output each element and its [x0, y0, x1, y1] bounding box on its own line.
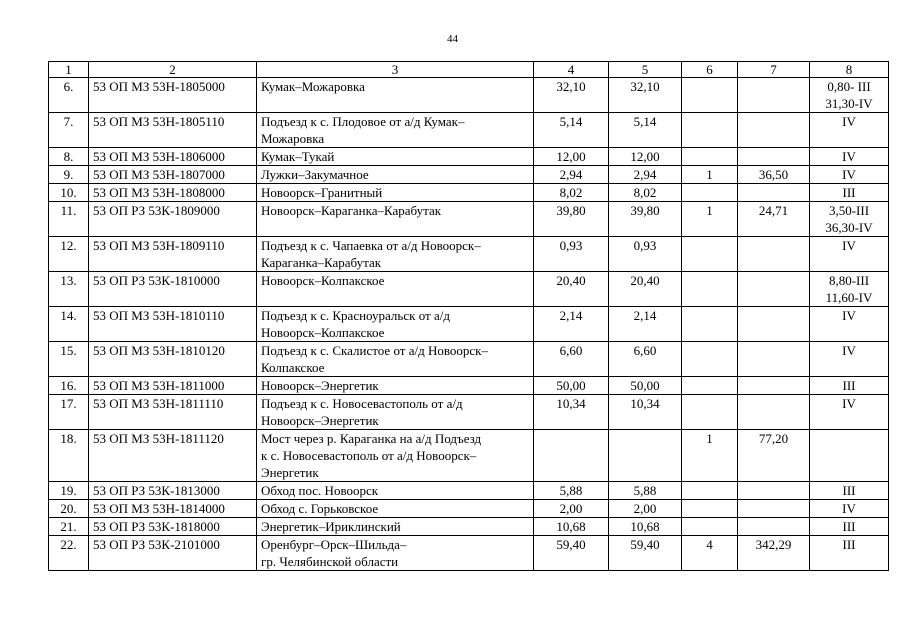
regional-length: 2,00 [609, 500, 682, 518]
bridge-length: 77,20 [738, 430, 810, 482]
bridge-count [682, 342, 738, 377]
header-cell: 1 [49, 62, 89, 78]
bridge-length: 36,50 [738, 166, 810, 184]
road-code: 53 ОП МЗ 53Н-1808000 [89, 184, 257, 202]
road-category: 3,50-III 36,30-IV [810, 202, 889, 237]
bridge-count [682, 272, 738, 307]
roads-table [48, 61, 889, 571]
row-number: 14. [49, 307, 89, 342]
road-name: Подъезд к с. Чапаевка от а/д Новоорск– Караганка–Карабутак [257, 237, 534, 272]
row-number: 7. [49, 113, 89, 148]
table-row [49, 395, 889, 430]
road-length: 20,40 [534, 272, 609, 307]
road-name: Новоорск–Караганка–Карабутак [257, 202, 534, 237]
road-name: Оренбург–Орск–Шильда– гр. Челябинской области [257, 536, 534, 571]
row-number: 15. [49, 342, 89, 377]
road-category: III [810, 482, 889, 500]
road-name: Мост через р. Караганка на а/д Подъезд к с. Новосевастополь от а/д Новоорск– Энергетик [257, 430, 534, 482]
row-number: 16. [49, 377, 89, 395]
road-code: 53 ОП МЗ 53Н-1805000 [89, 78, 257, 113]
bridge-count [682, 113, 738, 148]
road-category: IV [810, 148, 889, 166]
road-name: Обход с. Горьковское [257, 500, 534, 518]
bridge-count [682, 377, 738, 395]
row-number: 18. [49, 430, 89, 482]
regional-length: 2,94 [609, 166, 682, 184]
road-code: 53 ОП МЗ 53Н-1811000 [89, 377, 257, 395]
road-category: IV [810, 500, 889, 518]
road-length: 32,10 [534, 78, 609, 113]
table-row [49, 184, 889, 202]
header-cell: 7 [738, 62, 810, 78]
road-code: 53 ОП МЗ 53Н-1814000 [89, 500, 257, 518]
table-row [49, 78, 889, 113]
road-code: 53 ОП МЗ 53Н-1809110 [89, 237, 257, 272]
table-row [49, 272, 889, 307]
road-category: 0,80- III 31,30-IV [810, 78, 889, 113]
road-category: IV [810, 166, 889, 184]
header-cell: 2 [89, 62, 257, 78]
bridge-count [682, 518, 738, 536]
table-row [49, 518, 889, 536]
table-row [49, 430, 889, 482]
header-cell: 8 [810, 62, 889, 78]
regional-length: 10,68 [609, 518, 682, 536]
road-length: 8,02 [534, 184, 609, 202]
bridge-count [682, 148, 738, 166]
bridge-length [738, 342, 810, 377]
row-number: 20. [49, 500, 89, 518]
road-name: Подъезд к с. Плодовое от а/д Кумак– Можаровка [257, 113, 534, 148]
road-category [810, 430, 889, 482]
bridge-count: 1 [682, 202, 738, 237]
table-row [49, 148, 889, 166]
bridge-length: 342,29 [738, 536, 810, 571]
road-category: IV [810, 342, 889, 377]
bridge-length [738, 148, 810, 166]
row-number: 22. [49, 536, 89, 571]
road-length: 2,14 [534, 307, 609, 342]
page-number: 44 [447, 33, 458, 45]
road-length: 39,80 [534, 202, 609, 237]
row-number: 19. [49, 482, 89, 500]
table-row [49, 482, 889, 500]
row-number: 17. [49, 395, 89, 430]
row-number: 8. [49, 148, 89, 166]
table-row [49, 377, 889, 395]
road-length: 0,93 [534, 237, 609, 272]
regional-length: 39,80 [609, 202, 682, 237]
road-name: Новоорск–Гранитный [257, 184, 534, 202]
road-code: 53 ОП МЗ 53Н-1810120 [89, 342, 257, 377]
road-code: 53 ОП РЗ 53К-1813000 [89, 482, 257, 500]
bridge-count: 1 [682, 166, 738, 184]
bridge-count: 1 [682, 430, 738, 482]
regional-length: 5,88 [609, 482, 682, 500]
regional-length: 59,40 [609, 536, 682, 571]
regional-length: 10,34 [609, 395, 682, 430]
road-code: 53 ОП МЗ 53Н-1805110 [89, 113, 257, 148]
road-code: 53 ОП МЗ 53Н-1811110 [89, 395, 257, 430]
road-code: 53 ОП РЗ 53К-1809000 [89, 202, 257, 237]
header-cell: 6 [682, 62, 738, 78]
road-name: Лужки–Закумачное [257, 166, 534, 184]
bridge-length [738, 113, 810, 148]
road-category: 8,80-III 11,60-IV [810, 272, 889, 307]
table-row [49, 113, 889, 148]
road-name: Обход пос. Новоорск [257, 482, 534, 500]
regional-length: 32,10 [609, 78, 682, 113]
bridge-count: 4 [682, 536, 738, 571]
bridge-length: 24,71 [738, 202, 810, 237]
bridge-count [682, 500, 738, 518]
row-number: 6. [49, 78, 89, 113]
regional-length: 20,40 [609, 272, 682, 307]
row-number: 10. [49, 184, 89, 202]
bridge-length [738, 500, 810, 518]
road-name: Подъезд к с. Красноуральск от а/д Новоорск–Колпакское [257, 307, 534, 342]
road-code: 53 ОП МЗ 53Н-1806000 [89, 148, 257, 166]
road-length: 10,34 [534, 395, 609, 430]
road-length: 5,14 [534, 113, 609, 148]
row-number: 21. [49, 518, 89, 536]
road-length: 6,60 [534, 342, 609, 377]
regional-length: 0,93 [609, 237, 682, 272]
road-category: III [810, 377, 889, 395]
bridge-count [682, 395, 738, 430]
row-number: 11. [49, 202, 89, 237]
regional-length [609, 430, 682, 482]
road-category: IV [810, 395, 889, 430]
row-number: 12. [49, 237, 89, 272]
regional-length: 8,02 [609, 184, 682, 202]
road-length: 50,00 [534, 377, 609, 395]
row-number: 9. [49, 166, 89, 184]
header-cell: 5 [609, 62, 682, 78]
road-name: Подъезд к с. Скалистое от а/д Новоорск– Колпакское [257, 342, 534, 377]
bridge-count [682, 78, 738, 113]
table-row [49, 307, 889, 342]
table-row [49, 500, 889, 518]
road-name: Новоорск–Колпакское [257, 272, 534, 307]
road-length: 2,00 [534, 500, 609, 518]
road-name: Энергетик–Ириклинский [257, 518, 534, 536]
bridge-count [682, 184, 738, 202]
row-number: 13. [49, 272, 89, 307]
regional-length: 12,00 [609, 148, 682, 166]
bridge-length [738, 395, 810, 430]
header-cell: 4 [534, 62, 609, 78]
road-name: Кумак–Тукай [257, 148, 534, 166]
regional-length: 2,14 [609, 307, 682, 342]
bridge-count [682, 237, 738, 272]
header-cell: 3 [257, 62, 534, 78]
road-category: III [810, 536, 889, 571]
road-name: Новоорск–Энергетик [257, 377, 534, 395]
road-code: 53 ОП МЗ 53Н-1811120 [89, 430, 257, 482]
road-category: III [810, 518, 889, 536]
road-code: 53 ОП РЗ 53К-1818000 [89, 518, 257, 536]
road-code: 53 ОП МЗ 53Н-1810110 [89, 307, 257, 342]
road-code: 53 ОП МЗ 53Н-1807000 [89, 166, 257, 184]
regional-length: 6,60 [609, 342, 682, 377]
header-row [49, 62, 889, 78]
bridge-length [738, 307, 810, 342]
road-length: 10,68 [534, 518, 609, 536]
regional-length: 50,00 [609, 377, 682, 395]
road-length [534, 430, 609, 482]
table-row [49, 237, 889, 272]
road-name: Подъезд к с. Новосевастополь от а/д Новоорск–Энергетик [257, 395, 534, 430]
road-code: 53 ОП РЗ 53К-2101000 [89, 536, 257, 571]
table-row [49, 166, 889, 184]
road-category: IV [810, 307, 889, 342]
bridge-length [738, 272, 810, 307]
road-length: 5,88 [534, 482, 609, 500]
road-code: 53 ОП РЗ 53К-1810000 [89, 272, 257, 307]
road-name: Кумак–Можаровка [257, 78, 534, 113]
table-row [49, 342, 889, 377]
road-length: 2,94 [534, 166, 609, 184]
bridge-length [738, 377, 810, 395]
bridge-count [682, 482, 738, 500]
road-length: 59,40 [534, 536, 609, 571]
table-row [49, 202, 889, 237]
bridge-count [682, 307, 738, 342]
bridge-length [738, 237, 810, 272]
road-category: IV [810, 113, 889, 148]
table-row [49, 536, 889, 571]
road-length: 12,00 [534, 148, 609, 166]
bridge-length [738, 518, 810, 536]
bridge-length [738, 482, 810, 500]
bridge-length [738, 184, 810, 202]
road-category: IV [810, 237, 889, 272]
bridge-length [738, 78, 810, 113]
road-category: III [810, 184, 889, 202]
regional-length: 5,14 [609, 113, 682, 148]
